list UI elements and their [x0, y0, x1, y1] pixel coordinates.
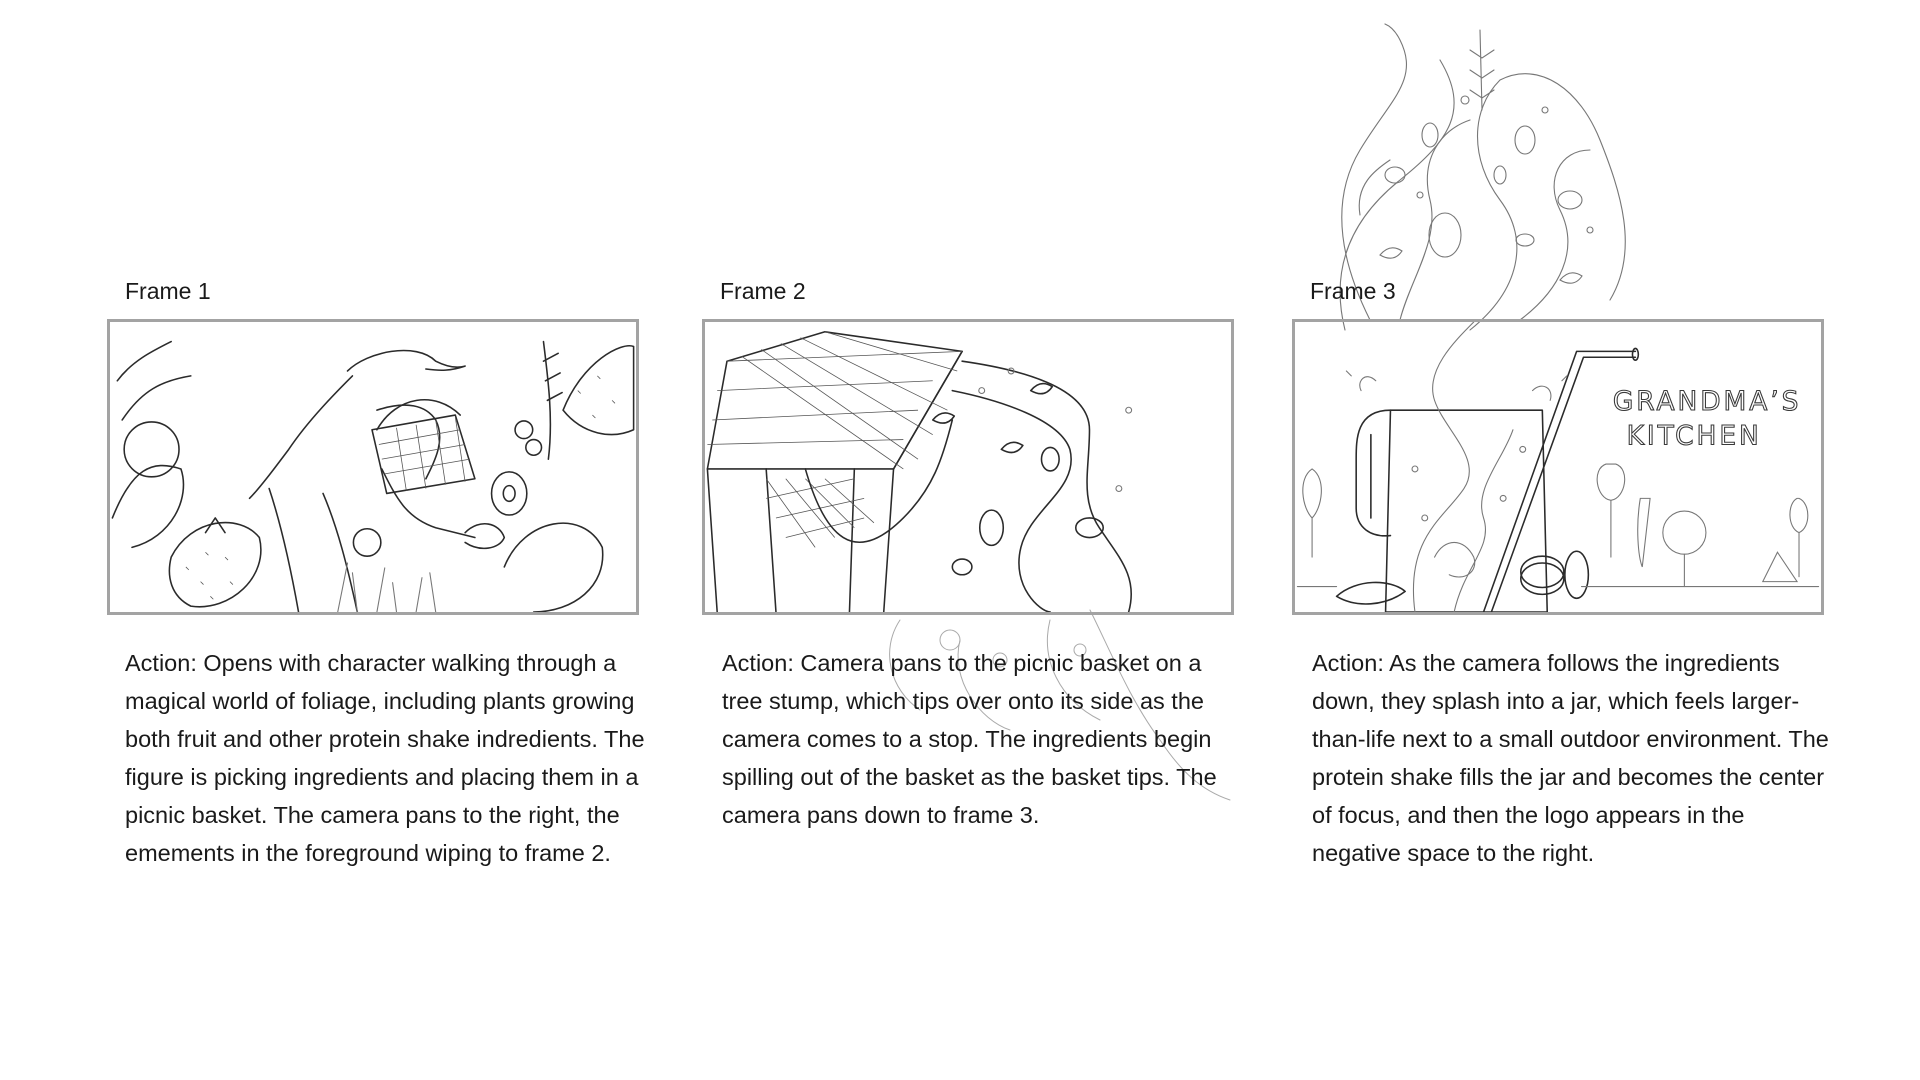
- frame-2-sketch: [705, 322, 1231, 612]
- frame-1-label: Frame 1: [125, 278, 211, 304]
- logo-line-2: KITCHEN: [1626, 420, 1762, 452]
- frame-2-action-text: Action: Camera pans to the picnic basket on a tree stump, which tips over onto its side as the camera comes to a stop. The ingredients begin spilling out of the basket as the basket tips. The camera pans down to frame 3.: [722, 650, 1217, 828]
- frame-2-label: Frame 2: [720, 278, 806, 304]
- frame-1-sketch: [110, 322, 636, 612]
- logo-line-1: GRANDMA’S: [1612, 386, 1802, 418]
- frame-3-sketch: [1295, 322, 1821, 612]
- frame-1-action-text: Action: Opens with character walking through a magical world of foliage, including plants growing both fruit and other protein shake indredients. The figure is picking ingredients and placing them in a picnic basket. The camera pans to the right, the emements in the foreground wiping to frame 2.: [125, 650, 645, 866]
- frame-3-action-text: Action: As the camera follows the ingredients down, they splash into a jar, which feels larger-than-life next to a small outdoor environment. The protein shake fills the jar and becomes the center of focus, and then the logo appears in the negative space to the right.: [1312, 650, 1829, 866]
- frame-3-label: Frame 3: [1310, 278, 1396, 304]
- frame-3-panel: [1292, 319, 1824, 615]
- frame-2-panel: [702, 319, 1234, 615]
- frame-1-panel: [107, 319, 639, 615]
